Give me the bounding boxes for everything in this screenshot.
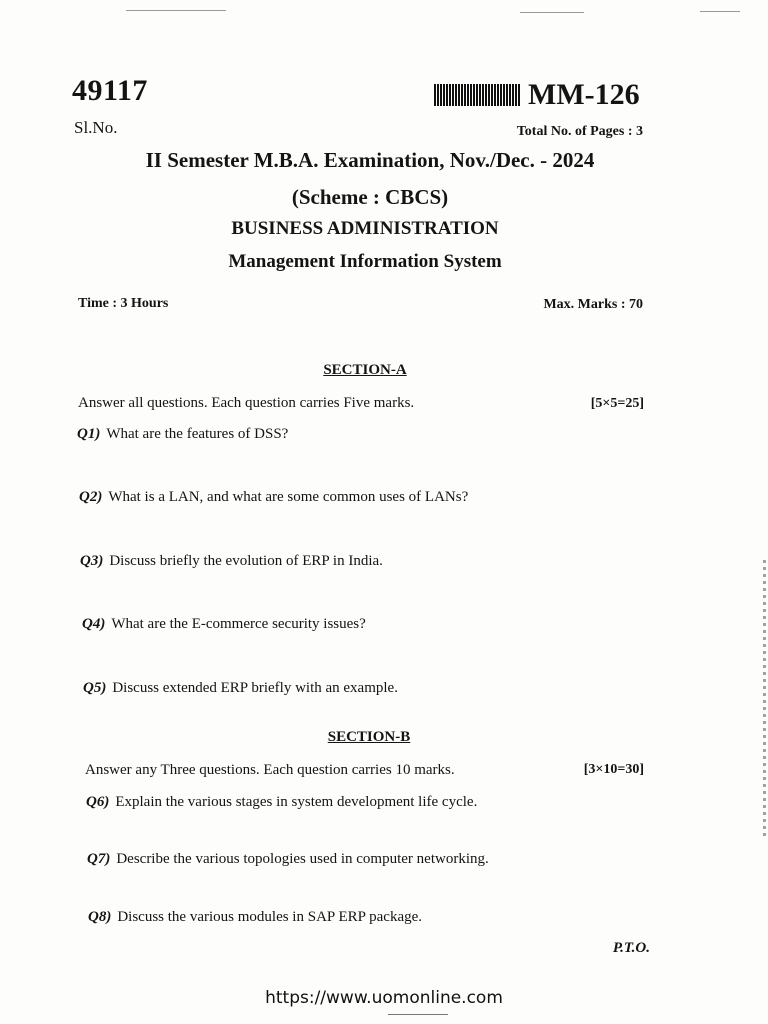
scan-artifact xyxy=(388,1014,448,1015)
question-text: What is a LAN, and what are some common uses of LANs? xyxy=(108,489,469,505)
question-number: Q2) xyxy=(79,489,103,505)
scan-edge xyxy=(763,560,766,840)
question-number: Q1) xyxy=(77,426,101,442)
question-text: Discuss the various modules in SAP ERP package. xyxy=(117,909,423,925)
question-item xyxy=(83,680,398,697)
scan-artifact xyxy=(700,11,740,12)
question-text: What are the features of DSS? xyxy=(106,426,289,442)
question-number: Q8) xyxy=(88,909,112,925)
serial-number-label: Sl.No. xyxy=(74,118,118,137)
please-turn-over: P.T.O. xyxy=(612,940,650,956)
question-item xyxy=(88,909,422,926)
barcode-icon xyxy=(434,84,520,106)
question-item xyxy=(80,553,383,570)
source-url: https://www.uomonline.com xyxy=(265,988,503,1008)
question-text: Describe the various topologies used in computer networking. xyxy=(116,851,489,867)
section-a-heading: SECTION-A xyxy=(323,362,407,378)
question-item xyxy=(87,851,489,868)
scan-artifact xyxy=(520,12,584,13)
section-b-instruction: Answer any Three questions. Each question carries 10 marks. xyxy=(85,762,455,778)
question-item xyxy=(86,794,477,811)
question-text: Discuss extended ERP briefly with an example. xyxy=(112,680,398,696)
question-number: Q4) xyxy=(82,616,106,632)
scheme: (Scheme : CBCS) xyxy=(291,185,449,209)
question-number: Q6) xyxy=(86,794,110,810)
question-text: Explain the various stages in system development life cycle. xyxy=(115,794,478,810)
exam-time: Time : 3 Hours xyxy=(78,296,169,311)
question-text: What are the E-commerce security issues? xyxy=(111,616,366,632)
paper-number: 49117 xyxy=(72,74,148,107)
total-pages: Total No. of Pages : 3 xyxy=(516,124,643,139)
question-number: Q3) xyxy=(80,553,104,569)
paper-code-block xyxy=(434,78,640,112)
section-a-instruction: Answer all questions. Each question carries Five marks. xyxy=(78,395,415,411)
subject: BUSINESS ADMINISTRATION xyxy=(231,218,499,239)
question-item xyxy=(82,616,366,633)
question-item xyxy=(79,489,468,506)
question-number: Q7) xyxy=(87,851,111,867)
question-text: Discuss briefly the evolution of ERP in India. xyxy=(109,553,383,569)
question-number: Q5) xyxy=(83,680,107,696)
section-b-heading: SECTION-B xyxy=(327,729,411,745)
section-a-allocation: [5×5=25] xyxy=(590,396,644,411)
section-b-allocation: [3×10=30] xyxy=(583,762,644,777)
max-marks: Max. Marks : 70 xyxy=(543,297,643,312)
scan-artifact xyxy=(126,10,226,11)
question-item xyxy=(77,426,288,443)
paper-name: Management Information System xyxy=(228,251,502,272)
paper-code: MM-126 xyxy=(528,78,640,111)
exam-title: II Semester M.B.A. Examination, Nov./Dec. - 2024 xyxy=(145,148,595,172)
